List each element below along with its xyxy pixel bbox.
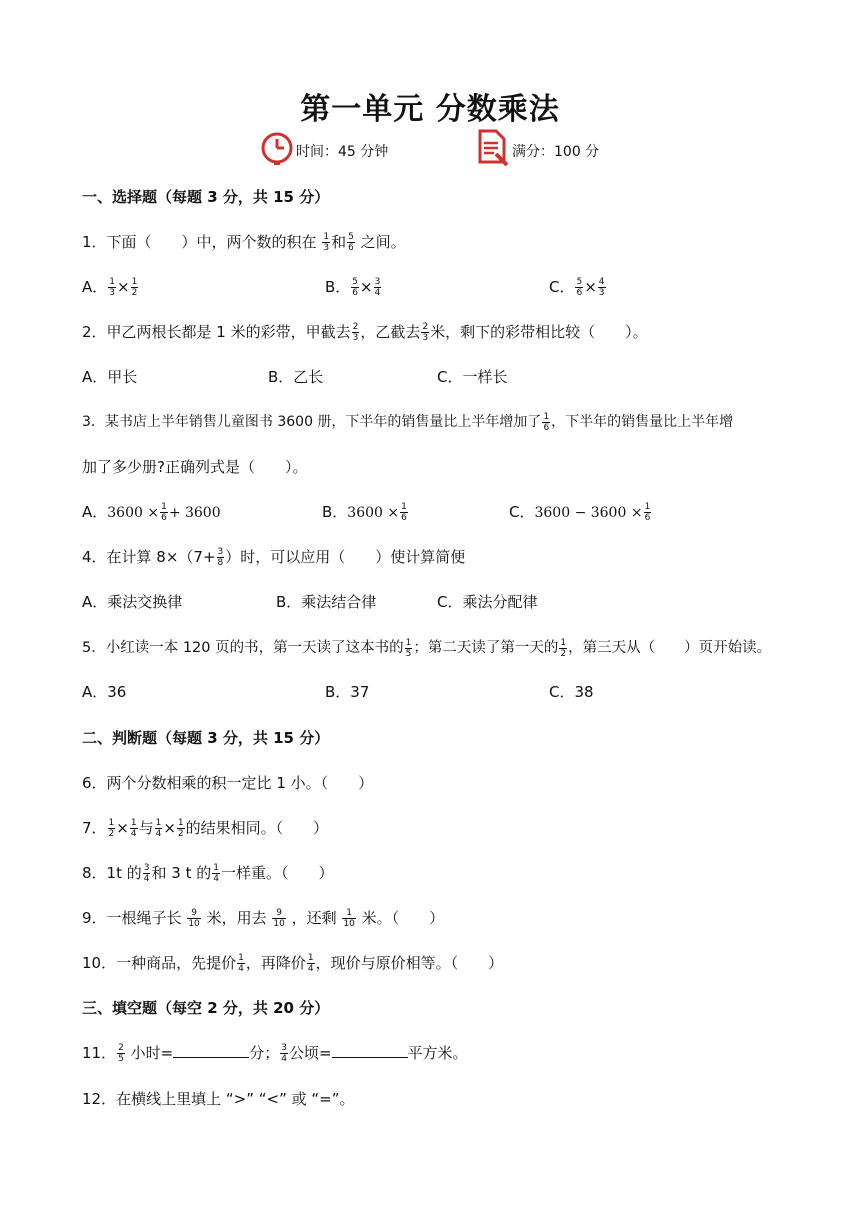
q1-option-a[interactable] (82, 276, 139, 298)
fraction-denominator: 6 (401, 513, 407, 523)
text-segment: 8．1t 的 (82, 864, 142, 882)
fraction (559, 638, 567, 659)
text-segment: 和 (331, 233, 347, 251)
fraction-numerator: 1 (130, 818, 137, 828)
q2-option-b[interactable]: B．乙长 (268, 368, 324, 386)
fraction-denominator: 4 (143, 874, 150, 884)
q1-option-b[interactable] (325, 276, 382, 298)
question-4 (82, 546, 465, 568)
section-heading-fill: 三、填空题（每空 2 分，共 20 分） (82, 999, 330, 1017)
question-8 (82, 862, 333, 884)
text-segment: ，还剩 (291, 909, 337, 927)
text-segment: C． (549, 278, 575, 296)
fraction-denominator: 10 (273, 919, 285, 929)
fraction-denominator: 5 (405, 648, 412, 659)
text-segment: 与 (138, 819, 154, 837)
fraction (644, 502, 652, 523)
section-heading-judge: 二、判断题（每题 3 分，共 15 分） (82, 729, 330, 747)
fraction-denominator: 4 (374, 288, 381, 298)
fraction (108, 818, 116, 839)
text-segment: × (584, 278, 597, 296)
text-segment: 3600 × (107, 505, 160, 521)
fraction-denominator: 3 (422, 333, 429, 343)
fraction (130, 818, 138, 839)
text-segment: × (163, 819, 176, 837)
fraction-numerator: 1 (644, 502, 651, 512)
fraction (598, 277, 606, 298)
text-segment: ，第三天从（ ）页开始读。 (568, 640, 772, 656)
exam-paper-icon (474, 128, 510, 168)
fraction-denominator: 4 (281, 1054, 287, 1064)
text-segment: × (117, 278, 130, 296)
question-11 (82, 1042, 468, 1064)
text-segment: + 3600 (168, 505, 221, 521)
q5-option-c[interactable]: C．38 (549, 683, 594, 701)
fraction-numerator: 3 (217, 547, 224, 557)
text-segment: ；第二天读了第一天的 (413, 640, 559, 656)
fraction-denominator: 10 (343, 919, 355, 929)
fraction-numerator: 3 (143, 863, 150, 873)
fraction-denominator: 2 (177, 829, 184, 839)
text-segment: 平方米。 (407, 1044, 468, 1062)
fraction-denominator: 6 (543, 422, 550, 433)
fraction-denominator: 8 (217, 558, 224, 568)
fraction (187, 908, 200, 929)
fraction-numerator: 3 (281, 1043, 287, 1053)
text-segment: 之间。 (360, 233, 406, 251)
text-segment: 1．下面（ ）中，两个数的积在 (82, 233, 317, 251)
fraction-denominator: 4 (155, 829, 162, 839)
text-segment: 米，用去 (206, 909, 267, 927)
fraction-numerator: 2 (352, 322, 359, 332)
text-segment: × (116, 819, 129, 837)
fraction (177, 818, 185, 839)
question-9 (82, 907, 444, 929)
score-label: 满分：100 分 (512, 144, 600, 160)
fraction-denominator: 2 (560, 648, 567, 659)
fraction-denominator: 6 (348, 243, 354, 253)
text-segment: 7． (82, 819, 107, 837)
fraction-denominator: 6 (352, 288, 359, 298)
text-segment: 10．一种商品，先提价 (82, 954, 237, 972)
text-segment: 2．甲乙两根长都是 1 米的彩带，甲截去 (82, 323, 351, 341)
fraction-denominator: 2 (131, 288, 138, 298)
text-segment: 米，剩下的彩带相比较（ ）。 (430, 323, 648, 341)
time-label: 时间：45 分钟 (296, 144, 389, 160)
q2-option-a[interactable]: A．甲长 (82, 368, 138, 386)
fraction (272, 908, 285, 929)
question-3-line-2: 加了多少册?正确列式是（ ）。 (82, 458, 308, 476)
fraction-denominator: 3 (352, 333, 359, 343)
fraction-numerator: 4 (598, 277, 605, 287)
fraction-denominator: 2 (108, 829, 115, 839)
fraction-denominator: 4 (130, 829, 137, 839)
fraction-denominator: 10 (188, 919, 200, 929)
fraction (155, 818, 163, 839)
clock-icon (260, 131, 294, 165)
q3-option-a[interactable] (82, 501, 221, 523)
text-segment: ，再降价 (245, 954, 306, 972)
text-segment: 和 3 t 的 (151, 864, 212, 882)
q1-option-c[interactable] (549, 276, 607, 298)
fraction (117, 1043, 125, 1064)
fraction (217, 547, 225, 568)
fraction (347, 232, 355, 253)
text-segment: ，乙截去 (360, 323, 421, 341)
fraction-denominator: 3 (109, 288, 115, 298)
q5-option-b[interactable]: B．37 (325, 683, 370, 701)
text-segment: C． (509, 503, 535, 521)
fraction (542, 412, 550, 433)
fraction (351, 277, 359, 298)
text-segment: 公顷= (288, 1044, 332, 1062)
text-segment: 分； (249, 1044, 280, 1062)
fraction-denominator: 4 (307, 964, 314, 974)
text-segment: 3600 × (347, 505, 400, 521)
text-segment: B． (325, 278, 351, 296)
fraction-numerator: 1 (177, 818, 184, 828)
fraction (405, 638, 413, 659)
q2-option-c[interactable]: C．一样长 (437, 368, 508, 386)
fraction (143, 863, 151, 884)
fraction-numerator: 1 (161, 502, 167, 512)
fraction-numerator: 1 (342, 908, 355, 919)
question-2 (82, 321, 648, 343)
text-segment: ）时，可以应用（ ）使计算简便 (225, 548, 466, 566)
question-6: 6．两个分数相乘的积一定比 1 小。（ ） (82, 774, 374, 792)
question-5 (82, 636, 771, 659)
question-3-line-1 (82, 411, 733, 433)
fraction-numerator: 1 (213, 863, 219, 873)
text-segment: 一样重。（ ） (220, 864, 334, 882)
q4-option-c[interactable]: C．乘法分配律 (437, 593, 538, 611)
text-segment: A． (82, 278, 108, 296)
fraction-numerator: 5 (576, 277, 583, 287)
fraction-denominator: 6 (644, 513, 651, 523)
q3-option-b[interactable] (322, 501, 409, 523)
text-segment: 5．小红读一本 120 页的书，第一天读了这本书的 (82, 640, 404, 656)
fraction-numerator: 9 (272, 908, 285, 919)
fraction-numerator: 1 (307, 953, 314, 963)
fraction (160, 502, 168, 523)
fraction (307, 953, 315, 974)
question-10 (82, 952, 503, 974)
fraction (400, 502, 408, 523)
text-segment: 11． (82, 1044, 117, 1062)
page-title: 第一单元 分数乘法 (300, 92, 560, 127)
q3-option-c[interactable] (509, 501, 652, 523)
fraction-numerator: 1 (109, 277, 115, 287)
fraction (212, 863, 220, 884)
fraction (342, 908, 355, 929)
text-segment: 4．在计算 8×（7+ (82, 548, 216, 566)
fraction (421, 322, 429, 343)
fraction-numerator: 9 (187, 908, 200, 919)
fraction (280, 1043, 288, 1064)
fraction-denominator: 4 (213, 874, 219, 884)
fraction (237, 953, 245, 974)
fraction-numerator: 1 (155, 818, 162, 828)
fraction-numerator: 2 (118, 1043, 124, 1053)
text-segment: ，下半年的销售量比上半年增 (551, 414, 734, 430)
fraction-numerator: 5 (352, 277, 359, 287)
fraction-numerator: 1 (131, 277, 138, 287)
text-segment: 的结果相同。（ ） (185, 819, 329, 837)
fraction-denominator: 3 (598, 288, 605, 298)
q4-option-a[interactable]: A．乘法交换律 (82, 593, 183, 611)
text-segment: ，现价与原价相等。（ ） (315, 954, 504, 972)
fraction-numerator: 3 (374, 277, 381, 287)
fraction-denominator: 3 (323, 243, 330, 253)
fraction (352, 322, 360, 343)
fraction-numerator: 1 (560, 637, 567, 648)
fraction-denominator: 6 (161, 513, 167, 523)
section-heading-choice: 一、选择题（每题 3 分，共 15 分） (82, 188, 330, 206)
fraction-numerator: 1 (405, 637, 412, 648)
fraction-denominator: 6 (576, 288, 583, 298)
text-segment: 3．某书店上半年销售儿童图书 3600 册，下半年的销售量比上半年增加了 (82, 414, 542, 430)
text-segment: 3600 − 3600 × (534, 505, 643, 521)
fraction (108, 277, 116, 298)
text-segment: A． (82, 503, 108, 521)
fraction-numerator: 1 (108, 818, 115, 828)
question-7 (82, 817, 328, 839)
fraction-numerator: 1 (238, 953, 244, 963)
fraction (374, 277, 382, 298)
fraction (575, 277, 583, 298)
fraction-numerator: 5 (348, 232, 354, 242)
text-segment: B． (322, 503, 348, 521)
answer-blank[interactable] (173, 1043, 249, 1058)
fraction (322, 232, 330, 253)
fraction-denominator: 4 (238, 964, 244, 974)
q5-option-a[interactable]: A．36 (82, 683, 127, 701)
text-segment: × (360, 278, 373, 296)
fraction-numerator: 1 (401, 502, 407, 512)
question-1 (82, 231, 406, 253)
q4-option-b[interactable]: B．乘法结合律 (276, 593, 377, 611)
fraction-numerator: 2 (422, 322, 429, 332)
fraction-numerator: 1 (543, 411, 550, 422)
fraction (131, 277, 139, 298)
text-segment: 米。（ ） (361, 909, 445, 927)
question-12: 12．在横线上里填上 “>” “<” 或 “=”。 (82, 1090, 355, 1108)
text-segment: 9．一根绳子长 (82, 909, 182, 927)
fraction-numerator: 1 (323, 232, 330, 242)
text-segment: 小时= (130, 1044, 174, 1062)
fraction-denominator: 5 (118, 1054, 124, 1064)
answer-blank[interactable] (332, 1043, 408, 1058)
